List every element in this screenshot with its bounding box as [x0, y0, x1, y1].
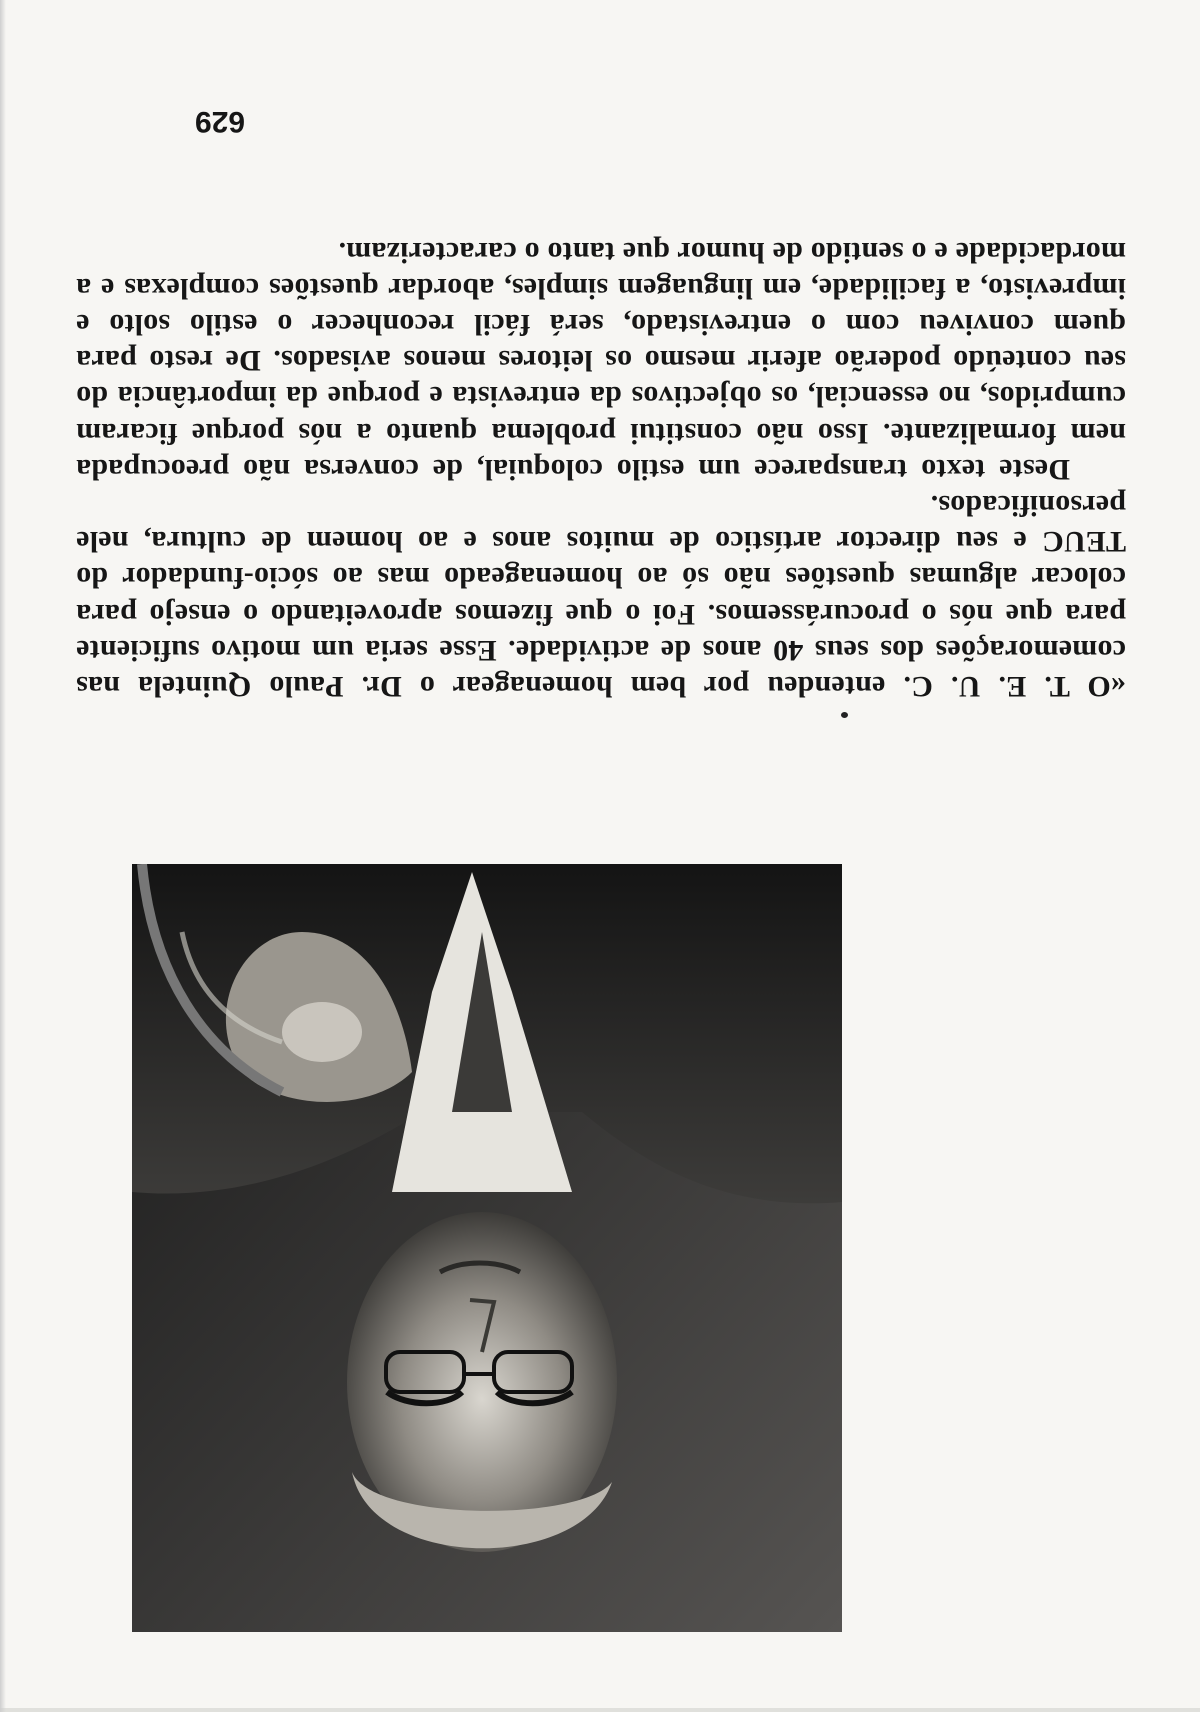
scan-speck [841, 712, 848, 718]
scan-edge-shadow [0, 0, 6, 1712]
article-body [76, 233, 1126, 704]
paragraph-1: «O T. E. U. C. entendeu por bem homenagear o Dr. Paulo Quintela nas comemorações dos seus 40 anos de actividade. Esse seria um motivo suficiente para que nós o procurássemos. Foi o que fizemos aproveitando o ensejo para colocar algumas questões não só ao homenageado mas ao sócio-fundador do TEUC e seu director artístico de muitos anos e ao homem de cultura, nele personificados. [76, 488, 1126, 703]
page-number: 629 [194, 105, 246, 138]
paragraph-2: Deste texto transparece um estilo coloquial, de conversa não preocupada nem formalizante. Isso não constitui problema quanto a nós porque ficaram cumpridos, no essencial, os objectivos da entrevista e porque da importância do seu conteúdo poderão aferir mesmo os leitores menos avisados. De resto para quem conviveu com o entrevistado, será fácil reconhecer o estilo solto e imprevisto, a facilidade, em linguagem simples, abordar questões complexas e a mordacidade e o sentido de humor que tanto o caracterizam. [76, 235, 1126, 486]
scan-edge-top [0, 1708, 1200, 1712]
photograph-image [132, 864, 842, 1632]
portrait-photograph [132, 864, 842, 1632]
